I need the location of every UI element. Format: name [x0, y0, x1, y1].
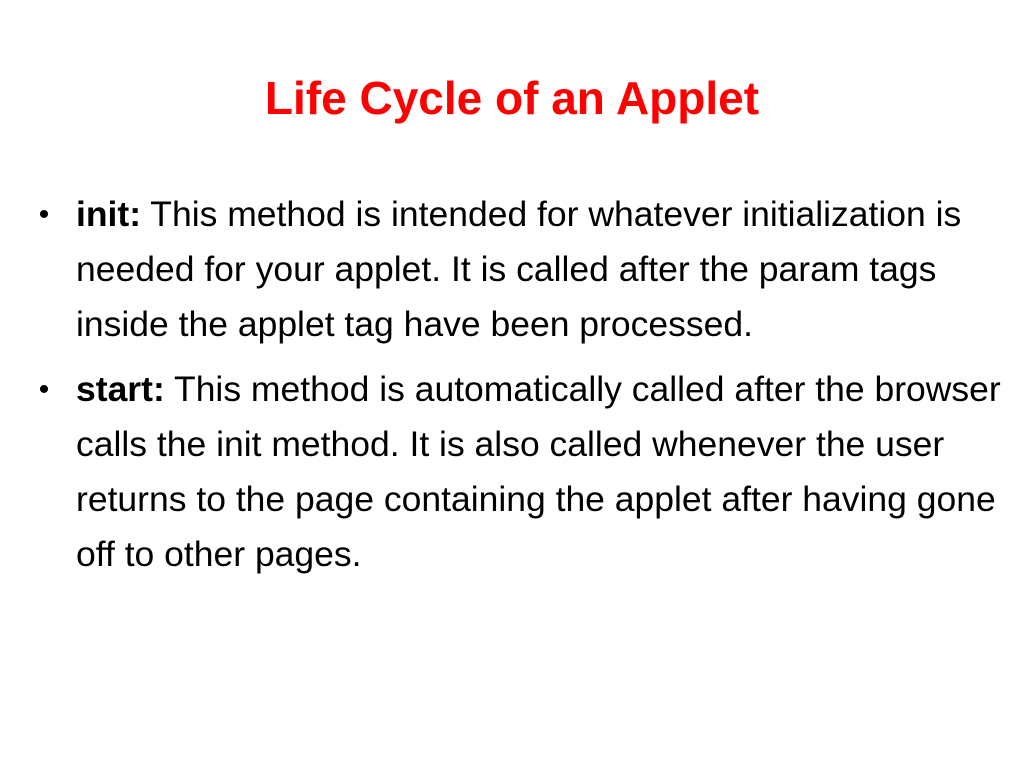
bullet-item-start: [34, 362, 1010, 582]
bullet-dot-icon: •: [38, 373, 50, 406]
bullet-term: init:: [76, 194, 142, 234]
slide-title: Life Cycle of an Applet: [264, 72, 760, 124]
bullet-dot-icon: •: [38, 198, 50, 231]
bullet-text: This method is intended for whatever initialization is needed for your applet. It is called after the param tags inside the applet tag have been processed.: [76, 194, 962, 344]
bullet-term: start:: [76, 369, 165, 409]
bullet-list: [34, 187, 1010, 592]
bullet-text: This method is automatically called after the browser calls the init method. It is also called whenever the user returns to the page containing the applet after having gone off to other pages.: [76, 369, 1001, 574]
bullet-item-init: [34, 187, 1010, 352]
